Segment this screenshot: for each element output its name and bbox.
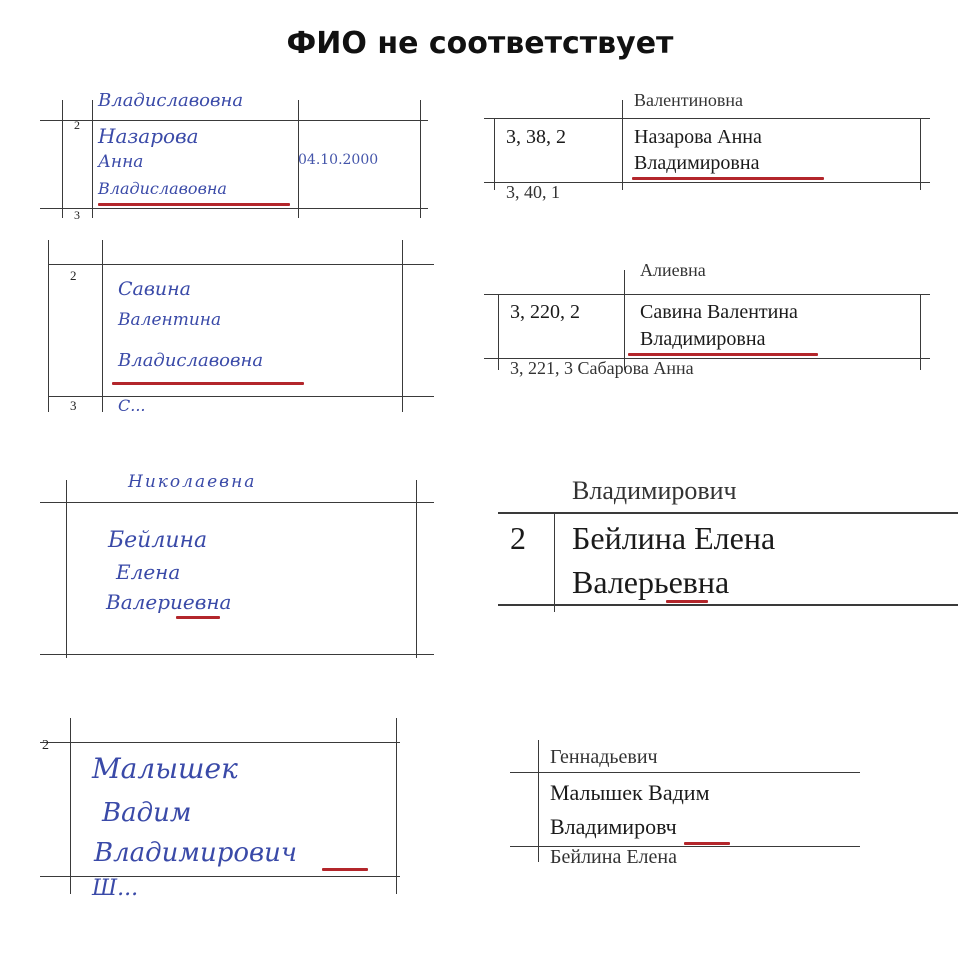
- mismatch-underline: [112, 382, 304, 385]
- mismatch-underline: [176, 616, 220, 619]
- handwritten-record-4: [40, 718, 400, 901]
- bottom-fragment: Бейлина Елена: [550, 846, 677, 868]
- full-name-line-2: Владимировч: [550, 814, 677, 839]
- printed-record-2: [484, 260, 930, 378]
- next-row-number: 3: [74, 208, 80, 222]
- bottom-fragment: 3, 40, 1: [506, 182, 560, 202]
- first-name: Вадим: [102, 798, 192, 828]
- handwritten-record-1: [40, 90, 428, 222]
- first-name: Анна: [98, 152, 144, 172]
- full-name-line-2: Владимировна: [640, 328, 766, 350]
- top-fragment: Геннадьевич: [550, 746, 658, 768]
- top-fragment: Валентиновна: [634, 90, 744, 110]
- first-name: Елена: [116, 560, 181, 584]
- page-title: ФИО не соответствует: [286, 26, 674, 61]
- printed-record-3: [498, 476, 958, 612]
- bottom-fragment: 3, 221, 3 Сабарова Анна: [510, 358, 694, 378]
- record-number: 2: [510, 520, 526, 556]
- full-name-line-2: Владимировна: [634, 152, 760, 174]
- top-fragment: Владимирович: [572, 476, 737, 505]
- full-name-line-1: Савина Валентина: [640, 301, 798, 323]
- patronymic: Владиславовна: [118, 350, 264, 371]
- surname: Бейлина: [108, 528, 208, 553]
- full-name-line-2: Валерьевна: [572, 564, 730, 600]
- record-number: 3, 38, 2: [506, 126, 566, 148]
- mismatch-underline: [98, 203, 290, 206]
- next-row-number: 3: [70, 398, 77, 413]
- full-name-line-1: Бейлина Елена: [572, 520, 776, 556]
- top-fragment: Алиевна: [640, 260, 706, 280]
- patronymic: Валериевна: [106, 590, 232, 614]
- handwritten-record-2: [48, 240, 434, 415]
- row-number: 2: [70, 268, 77, 283]
- mismatch-underline: [666, 600, 708, 603]
- top-fragment: Владиславовна: [98, 90, 244, 111]
- row-number: 2: [74, 118, 80, 132]
- handwritten-record-3: [40, 464, 434, 658]
- mismatch-underline: [322, 868, 368, 871]
- bottom-fragment: С...: [118, 396, 146, 415]
- surname: Малышек: [92, 752, 238, 785]
- patronymic: Владимирович: [94, 838, 298, 868]
- full-name-line-1: Малышек Вадим: [550, 780, 710, 805]
- top-fragment: Николаевна: [128, 472, 257, 492]
- bottom-fragment: Ш...: [92, 876, 139, 901]
- surname: Назарова: [98, 124, 199, 148]
- surname: Савина: [118, 278, 192, 300]
- mismatch-underline: [628, 353, 818, 356]
- birth-date: 04.10.2000: [298, 152, 379, 168]
- patronymic: Владиславовна: [98, 179, 227, 198]
- mismatch-underline: [632, 177, 824, 180]
- record-number: 3, 220, 2: [510, 301, 580, 323]
- row-number: 2: [42, 738, 49, 753]
- full-name-line-1: Назарова Анна: [634, 126, 762, 148]
- first-name: Валентина: [118, 310, 222, 330]
- printed-record-1: [484, 90, 930, 202]
- printed-record-4: [510, 740, 860, 868]
- mismatch-underline: [684, 842, 730, 845]
